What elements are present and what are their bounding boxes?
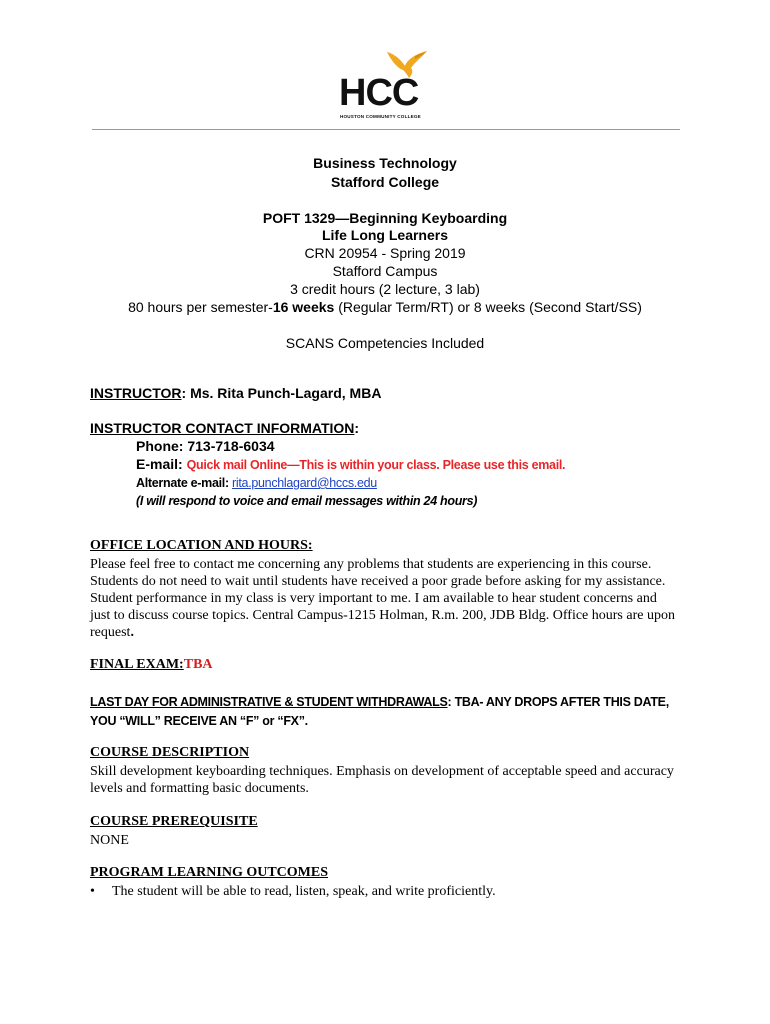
alt-email-label: Alternate e-mail: xyxy=(136,476,233,490)
office-heading: OFFICE LOCATION AND HOURS: xyxy=(90,538,313,553)
office-period: . xyxy=(130,625,134,640)
outcomes-list xyxy=(90,883,680,900)
contact-phone: Phone: 713-718-6034 xyxy=(136,438,275,454)
email-label: E-mail: xyxy=(136,456,187,472)
hcc-logo xyxy=(339,50,439,124)
prerequisite-heading: COURSE PREREQUISITE xyxy=(90,814,258,829)
description-heading: COURSE DESCRIPTION xyxy=(90,745,250,760)
outcome-text: The student will be able to read, listen, speak, and write proficiently. xyxy=(112,884,496,899)
contact-colon: : xyxy=(354,420,360,436)
office-text: Please feel free to contact me concerning any problems that students are experiencing in this course. Students do not need to wait until students have received a poor grade before asking for my assistance. Student performance in my class is very important to me. I am available to hear student concerns and just to discuss course topics. Central Campus-1215 Holman, R.m. 200, JDB Bldg. Office hours are upon request xyxy=(90,557,675,640)
contact-heading xyxy=(90,420,680,436)
email-note: Quick mail Online—This is within your class. Please use this email. xyxy=(186,458,566,472)
alt-email-link[interactable]: rita.punchlagard@hccs.edu xyxy=(232,476,377,490)
hours-prefix: 80 hours per semester- xyxy=(128,299,273,315)
hours-weeks: 16 weeks xyxy=(272,299,335,315)
instructor-line xyxy=(90,385,680,401)
crn-line: CRN 20954 - Spring 2019 xyxy=(304,245,466,261)
contact-label: INSTRUCTOR CONTACT INFORMATION xyxy=(90,420,355,436)
header-divider xyxy=(92,129,680,130)
office-body xyxy=(90,556,680,641)
campus-line: Stafford Campus xyxy=(332,263,438,279)
withdrawal-label: LAST DAY FOR ADMINISTRATIVE & STUDENT WITHDRAWALS xyxy=(90,695,448,709)
list-item xyxy=(90,883,680,900)
department-title: Business Technology xyxy=(313,155,457,171)
final-exam-label: FINAL EXAM: xyxy=(90,657,184,672)
alternate-email-line xyxy=(136,476,726,490)
hours-suffix: (Regular Term/RT) or 8 weeks (Second Start/SS) xyxy=(334,299,642,315)
contact-email xyxy=(136,456,696,474)
outcomes-heading: PROGRAM LEARNING OUTCOMES xyxy=(90,865,329,880)
description-body: Skill development keyboarding techniques. Emphasis on development of acceptable speed and accuracy levels and formatting basic documents. xyxy=(90,764,674,796)
instructor-label: INSTRUCTOR xyxy=(90,385,182,401)
motto: Life Long Learners xyxy=(321,227,449,243)
hours-line xyxy=(0,298,770,316)
credits-line: 3 credit hours (2 lecture, 3 lab) xyxy=(290,281,480,297)
scans-line: SCANS Competencies Included xyxy=(285,335,485,351)
withdrawal-notice xyxy=(90,693,670,731)
course-title: POFT 1329—Beginning Keyboarding xyxy=(262,210,508,226)
final-exam-line xyxy=(90,657,680,673)
logo-wordmark: HCC xyxy=(339,72,419,114)
college-title: Stafford College xyxy=(330,174,440,190)
logo-subtitle: HOUSTON COMMUNITY COLLEGE xyxy=(340,114,421,119)
instructor-name: : Ms. Rita Punch-Lagard, MBA xyxy=(181,385,382,401)
withdrawal-text: : TBA- ANY DROPS AFTER THIS DATE, YOU “WILL” RECEIVE AN “F” or “FX”. xyxy=(90,695,669,728)
final-exam-value: TBA xyxy=(183,657,213,672)
prerequisite-body: NONE xyxy=(90,833,129,848)
response-note: (I will respond to voice and email messages within 24 hours) xyxy=(136,494,478,508)
bullet-icon: • xyxy=(90,884,95,899)
